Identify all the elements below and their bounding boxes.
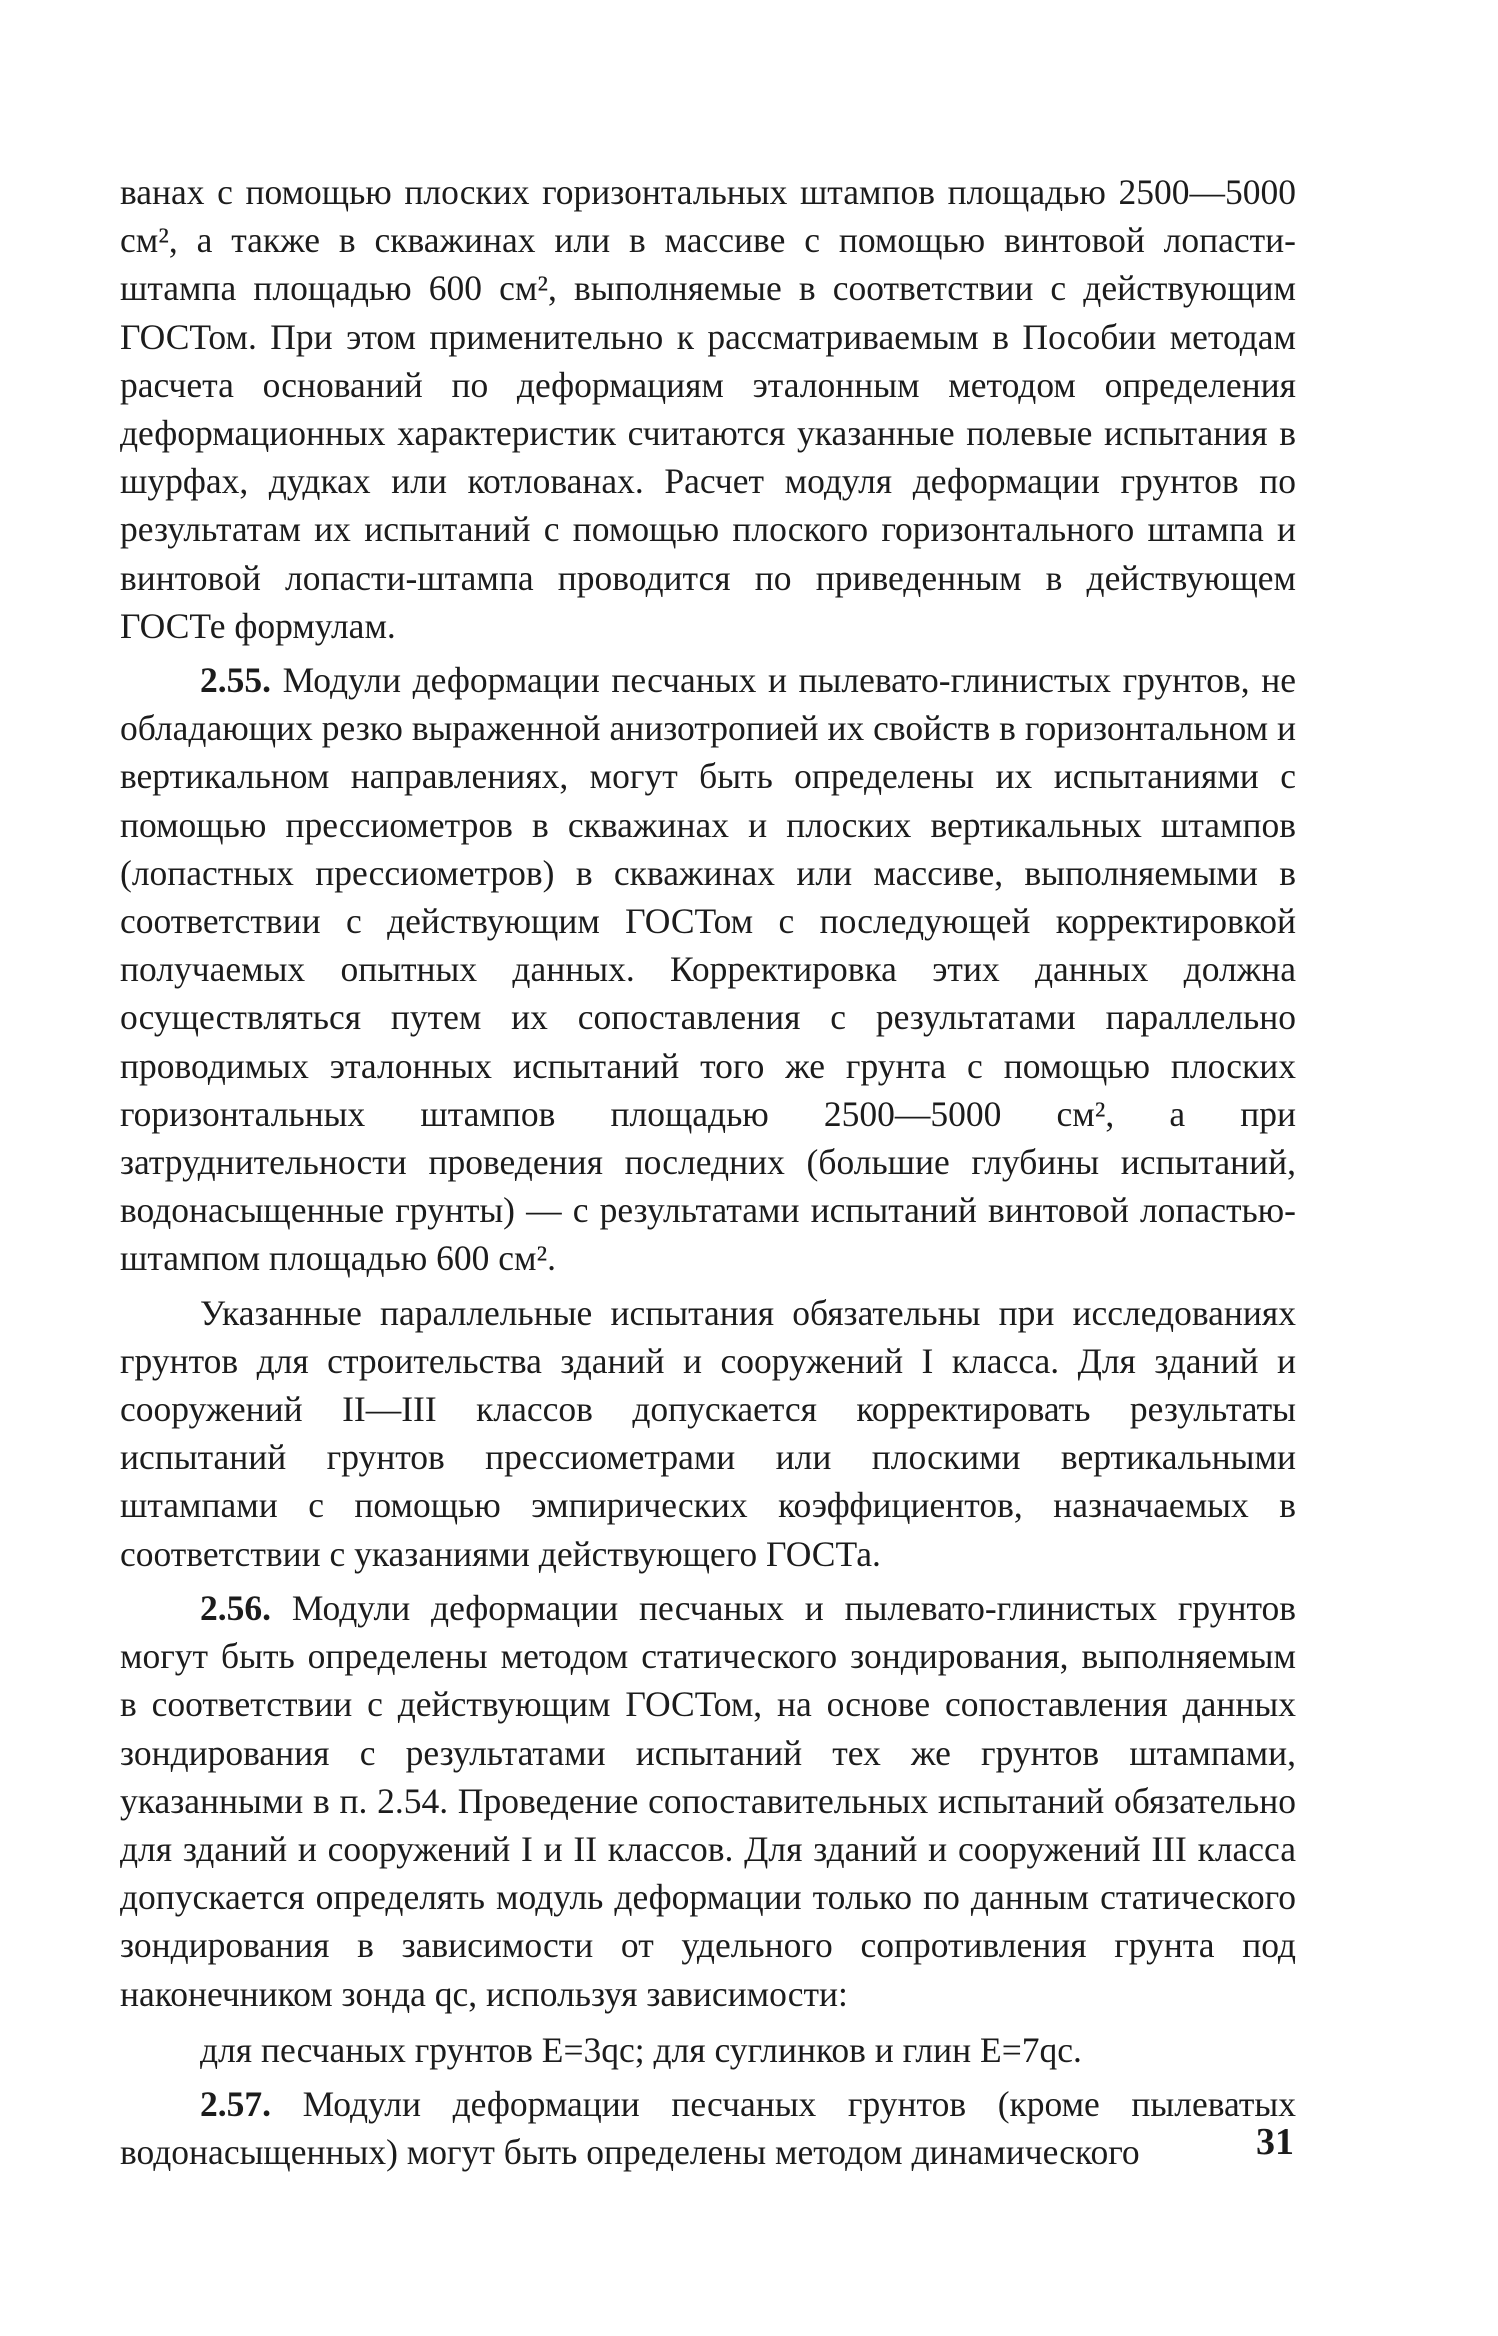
paragraph-1-text: ванах с помощью плоских горизонтальных штампов площадью 2500—5000 см², а также в скважинах или в массиве с помощью винтовой лопасти-штампа площадью 600 см², выполняемые в соответствии с действующим ГОСТом. При этом применительно к рассматриваемым в Пособии методам расчета оснований по деформациям эталонным методом определения деформационных характеристик считаются указанные полевые испытания в шурфах, дудках или котлованах. Расчет модуля деформации грунтов по результатам их испытаний с помощью плоского горизонтального штампа и винтовой лопасти-штампа проводится по приведенным в действующем ГОСТе формулам. [120, 172, 1296, 646]
paragraph-2-57 [120, 2080, 1296, 2176]
paragraph-2-56-text: Модули деформации песчаных и пылевато-глинистых грунтов могут быть определены методом статического зондирования, выполняемым в соответствии с действующим ГОСТом, на основе сопоставления данных зондирования с результатами испытаний тех же грунтов штампами, указанными в п. 2.54. Проведение сопоставительных испытаний обязательно для зданий и сооружений I и II классов. Для зданий и сооружений III класса допускается определять модуль деформации только по данным статического зондирования в зависимости от удельного сопротивления грунта под наконечником зонда qc, используя зависимости: [120, 1587, 1296, 2014]
paragraph-3-text: Указанные параллельные испытания обязательны при исследованиях грунтов для строительства зданий и сооружений I класса. Для зданий и сооружений II—III классов допускается корректировать результаты испытаний грунтов прессиометрами или плоскими вертикальными штампами с помощью эмпирических коэффициентов, назначаемых в соответствии с указаниями действующего ГОСТа. [120, 1292, 1296, 1574]
clause-number-2-56: 2.56. [200, 1587, 271, 1628]
paragraph-2-55 [120, 656, 1296, 1283]
paragraph-2-55-text: Модули деформации песчаных и пылевато-глинистых грунтов, не обладающих резко выраженной анизотропией их свойств в горизонтальном и вертикальном направлениях, могут быть определены их испытаниями с помощью прессиометров в скважинах и плоских вертикальных штампов (лопастных прессиометров) в скважинах или массиве, выполняемыми в соответствии с действующим ГОСТом с последующей корректировкой получаемых опытных данных. Корректировка этих данных должна осуществляться путем их сопоставления с результатами параллельно проводимых эталонных испытаний того же грунта с помощью плоских горизонтальных штампов площадью 2500—5000 см², а при затруднительности проведения последних (большие глубины испытаний, водонасыщенные грунты) — с результатами испытаний винтовой лопастью-штампом площадью 600 см². [120, 660, 1296, 1279]
page-body [120, 168, 1296, 2176]
formula-text: для песчаных грунтов E=3qc; для суглинков и глин E=7qc. [200, 2029, 1082, 2070]
page-number: 31 [1256, 2121, 1294, 2163]
formula-line [120, 2026, 1296, 2074]
clause-number-2-55: 2.55. [200, 660, 271, 701]
clause-number-2-57: 2.57. [200, 2083, 271, 2124]
paragraph-3 [120, 1289, 1296, 1578]
paragraph-2-57-text: Модули деформации песчаных грунтов (кроме пылеватых водонасыщенных) могут быть определены методом динамического [120, 2083, 1296, 2173]
paragraph-1 [120, 168, 1296, 650]
paragraph-2-56 [120, 1584, 1296, 2018]
